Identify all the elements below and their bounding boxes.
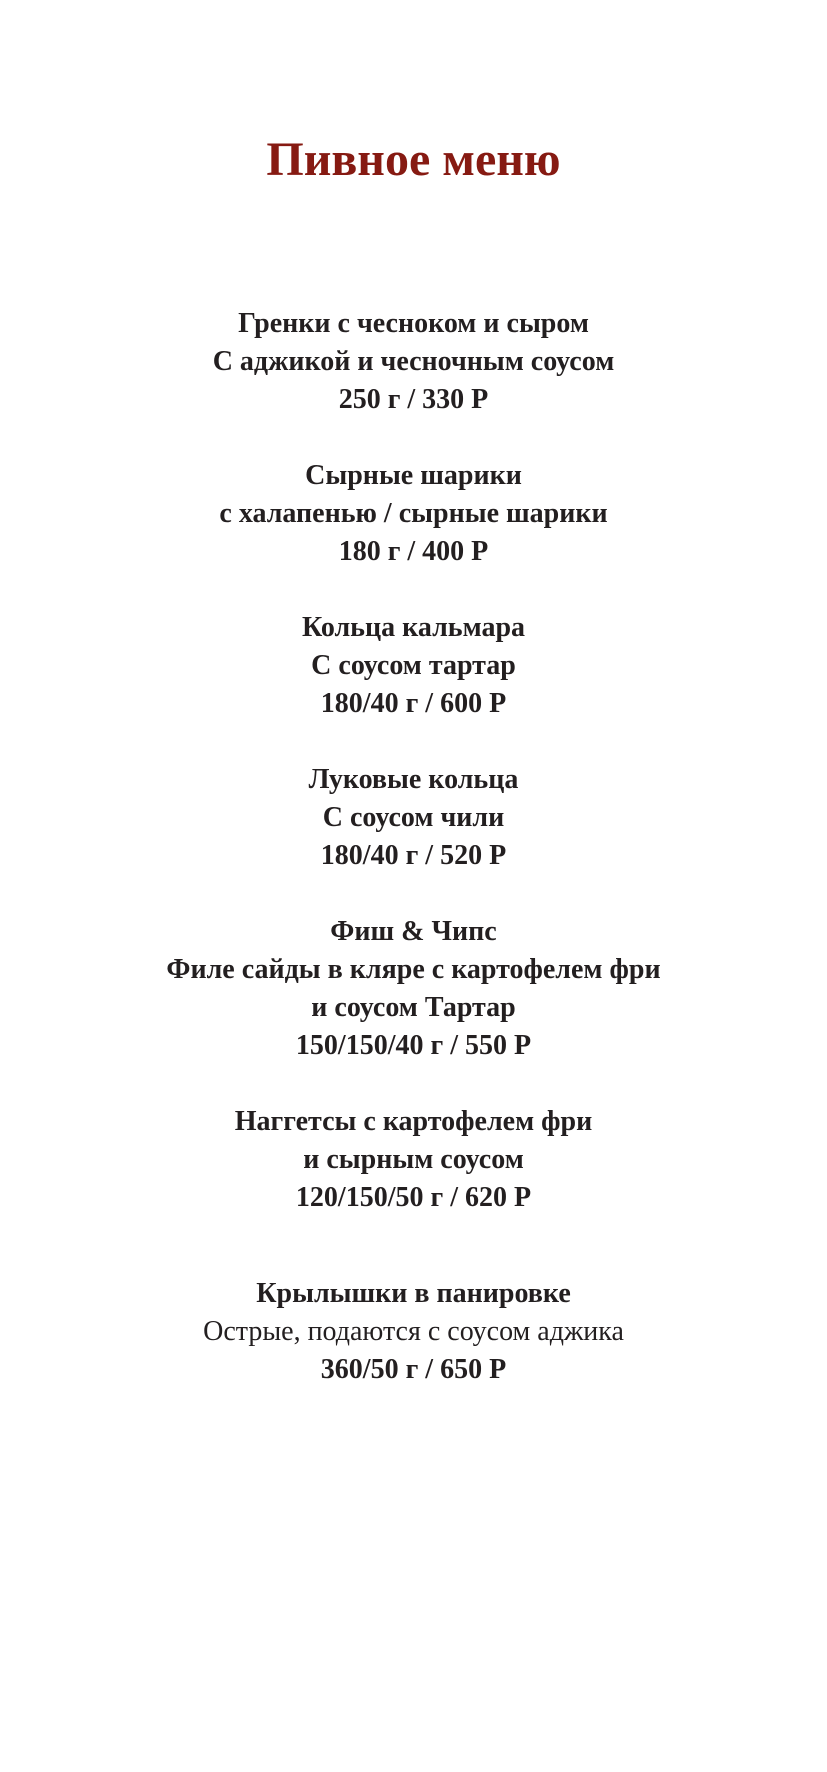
- page-title: Пивное меню: [266, 133, 561, 186]
- item-description: и сырным соусом: [303, 1144, 524, 1175]
- item-description: С соусом чили: [322, 802, 505, 833]
- item-description: С аджикой и чесночным соусом: [212, 346, 615, 377]
- item-name: Кольца кальмара: [301, 612, 526, 643]
- item-price: 180 г / 400 Р: [338, 536, 489, 567]
- menu-item-cheese-balls: [0, 457, 827, 571]
- item-description: и соусом Тартар: [311, 992, 516, 1023]
- item-description: С соусом тартар: [311, 650, 516, 681]
- item-price: 180/40 г / 600 Р: [320, 688, 507, 719]
- item-description: Острые, подаются с соусом аджика: [203, 1316, 624, 1347]
- item-price: 180/40 г / 520 Р: [320, 840, 507, 871]
- menu-item-squid-rings: [0, 609, 827, 723]
- menu-item-onion-rings: [0, 761, 827, 875]
- menu-list: [0, 305, 827, 1389]
- item-name: Фиш & Чипс: [330, 916, 497, 947]
- menu-item-croutons: [0, 305, 827, 419]
- item-price: 150/150/40 г / 550 Р: [295, 1030, 532, 1061]
- item-name: Луковые кольца: [308, 764, 519, 795]
- item-name: Гренки с чесноком и сыром: [238, 308, 589, 339]
- item-name: Наггетсы с картофелем фри: [234, 1106, 593, 1137]
- item-description: Филе сайды в кляре с картофелем фри: [166, 954, 661, 985]
- item-description: с халапенью / сырные шарики: [219, 498, 608, 529]
- item-name: Крылышки в панировке: [256, 1278, 571, 1309]
- menu-item-nuggets: [0, 1103, 827, 1217]
- menu-item-wings: [0, 1275, 827, 1389]
- item-price: 360/50 г / 650 Р: [320, 1354, 507, 1385]
- item-price: 120/150/50 г / 620 Р: [295, 1182, 532, 1213]
- menu-item-fish-and-chips: [0, 913, 827, 1065]
- item-price: 250 г / 330 Р: [338, 384, 489, 415]
- item-name: Сырные шарики: [305, 460, 522, 491]
